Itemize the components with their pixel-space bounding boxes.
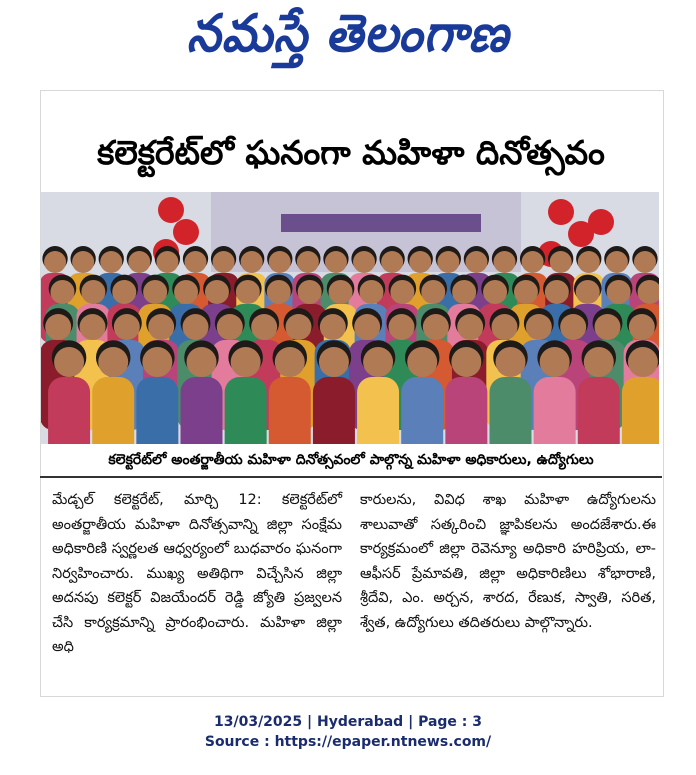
person-body	[225, 377, 267, 444]
person-face	[156, 251, 178, 273]
person-face	[213, 251, 235, 273]
person-face	[98, 347, 128, 377]
person-face	[522, 251, 544, 273]
person-face	[185, 251, 207, 273]
person-face	[44, 251, 66, 273]
person-face	[514, 280, 538, 304]
person-face	[550, 251, 572, 273]
person-face	[174, 280, 198, 304]
article-column-right	[360, 488, 656, 635]
person-face	[354, 314, 380, 340]
person-face	[353, 251, 375, 273]
person-face	[540, 347, 570, 377]
person-face	[114, 314, 140, 340]
person-face	[267, 280, 291, 304]
person-face	[50, 280, 74, 304]
person-face	[409, 251, 431, 273]
person-face	[142, 347, 172, 377]
person-face	[492, 314, 518, 340]
person-body	[181, 377, 223, 444]
footer-source-line: Source : https://epaper.ntnews.com/	[204, 734, 492, 750]
person-face	[72, 251, 94, 273]
divider-rule	[40, 476, 662, 478]
person-face	[80, 314, 106, 340]
person-body	[490, 377, 532, 444]
person-face	[494, 251, 516, 273]
person-body	[534, 377, 576, 444]
person-face	[595, 314, 621, 340]
balloon-0	[158, 197, 184, 223]
person-face	[584, 347, 614, 377]
person-face	[465, 251, 487, 273]
article-text-left: మేడ్చల్ కలెక్టరేట్, మార్చి 12: కలెక్టరేట్‌లో అంతర్జాతీయ మహిళా దినోత్సవాన్ని జిల్లా సంక్షేమ అధికారిణి స్వర్ణలత ఆధ్వర్యంలో బుధవారం ఘనంగా నిర్వహించారు. ముఖ్య అతిథిగా విచ్చేసిన జిల్లా అదనపు కలెక్టర్ విజయేందర్ రెడ్డి జ్యోతి ప్రజ్వలన చేసి కార్యక్రమాన్ని ప్రారంభించారు. మహిళా జిల్లా అధి	[52, 492, 342, 655]
person-body	[578, 377, 620, 444]
person-face	[143, 280, 167, 304]
newspaper-logo: నమస్తే తెలంగాణ	[186, 3, 510, 64]
balloon-3	[548, 199, 574, 225]
masthead	[0, 0, 696, 80]
person-face	[187, 347, 217, 377]
person-face	[451, 347, 481, 377]
person-face	[205, 280, 229, 304]
person-face	[628, 347, 658, 377]
balloon-1	[173, 219, 199, 245]
photo-caption: కలెక్టరేట్‌లో అంతర్జాతీయ మహిళా దినోత్సవంలో పాల్గొన్న మహిళా అధికారులు, ఉద్యోగులు	[108, 452, 594, 468]
group-photo-icon	[41, 192, 659, 444]
person-face	[112, 280, 136, 304]
person-face	[560, 314, 586, 340]
person-face	[275, 347, 305, 377]
person-body	[622, 377, 659, 444]
article-column-left	[52, 488, 342, 660]
person-face	[251, 314, 277, 340]
person-face	[576, 280, 600, 304]
person-face	[217, 314, 243, 340]
person-face	[390, 280, 414, 304]
person-face	[269, 251, 291, 273]
person-face	[381, 251, 403, 273]
footer-date-line: 13/03/2025 | Hyderabad | Page : 3	[213, 714, 483, 730]
person-face	[100, 251, 122, 273]
person-face	[421, 280, 445, 304]
page-footer	[0, 712, 696, 752]
article-headline: కలెక్టరేట్‌లో ఘనంగా మహిళా దినోత్సవం	[97, 133, 605, 172]
person-face	[325, 251, 347, 273]
person-face	[423, 314, 449, 340]
person-face	[236, 280, 260, 304]
person-face	[634, 251, 656, 273]
person-body	[48, 377, 90, 444]
person-face	[545, 280, 569, 304]
balloon-6	[588, 209, 614, 235]
person-face	[483, 280, 507, 304]
person-face	[457, 314, 483, 340]
person-face	[629, 314, 655, 340]
person-face	[437, 251, 459, 273]
person-face	[45, 314, 71, 340]
person-face	[81, 280, 105, 304]
person-body	[357, 377, 399, 444]
person-face	[231, 347, 261, 377]
banner-text-strip	[281, 214, 481, 232]
person-face	[607, 280, 631, 304]
article-text-right: కారులను, వివిధ శాఖ మహిళా ఉద్యోగులను శాలువాతో సత్కరించి జ్ఞాపికలను అందజేశారు.ఈ కార్యక్రమంలో జిల్లా రెవెన్యూ అధికారి హరిప్రియ, లా-ఆఫీసర్ ప్రేమావతి, జిల్లా అధికారిణిలు శోభారాణి, శ్రీదేవి, ఎం. అర్చన, శారద, రేణుక, స్వాతి, సరిత, శ్వేత, ఉద్యోగులు తదితరులు పాల్గొన్నారు.	[360, 492, 656, 631]
person-face	[148, 314, 174, 340]
person-body	[445, 377, 487, 444]
person-body	[269, 377, 311, 444]
person-face	[407, 347, 437, 377]
person-face	[452, 280, 476, 304]
person-face	[606, 251, 628, 273]
person-face	[241, 251, 263, 273]
person-face	[297, 251, 319, 273]
person-face	[363, 347, 393, 377]
person-body	[136, 377, 178, 444]
person-face	[320, 314, 346, 340]
person-face	[286, 314, 312, 340]
person-body	[92, 377, 134, 444]
person-face	[183, 314, 209, 340]
person-face	[329, 280, 353, 304]
person-body	[313, 377, 355, 444]
article-photo	[41, 192, 659, 444]
person-face	[359, 280, 383, 304]
person-face	[128, 251, 150, 273]
person-face	[54, 347, 84, 377]
person-face	[298, 280, 322, 304]
person-body	[401, 377, 443, 444]
person-face	[578, 251, 600, 273]
person-face	[389, 314, 415, 340]
person-face	[526, 314, 552, 340]
person-face	[319, 347, 349, 377]
person-face	[496, 347, 526, 377]
